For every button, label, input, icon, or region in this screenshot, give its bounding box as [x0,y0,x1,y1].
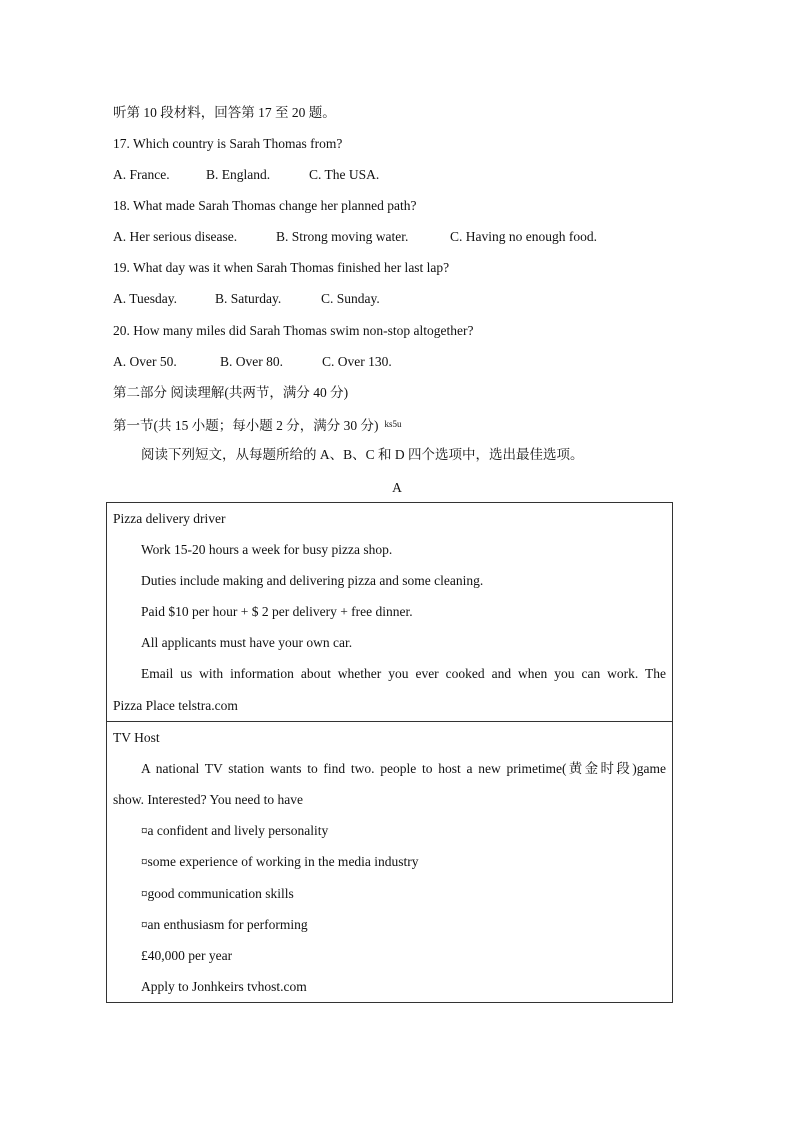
question-19-options [113,290,380,308]
tv-ad-apply: Apply to Jonhkeirs tvhost.com [141,979,307,994]
pizza-ad-line: All applicants must have your own car. [141,635,353,650]
bullet-icon: ¤ [141,823,148,838]
listening-instruction: 听第 10 段材料，回答第 17 至 20 题。 [113,105,336,120]
pizza-ad-line: Paid $10 per hour + $ 2 per delivery + free dinner. [141,604,413,619]
option-b: B. England. [206,167,271,182]
tv-ad-title: TV Host [113,730,160,745]
tv-ad-requirement: ¤good communication skills [141,886,294,901]
bullet-icon: ¤ [141,917,148,932]
question-17-options [113,166,379,184]
option-a: A. Tuesday. [113,291,178,306]
tv-ad-requirement: ¤some experience of working in the media industry [141,854,419,869]
question-18-stem: 18. What made Sarah Thomas change her planned path? [113,198,417,213]
option-b: B. Saturday. [215,291,282,306]
option-a: A. Her serious disease. [113,229,238,244]
question-19-stem: 19. What day was it when Sarah Thomas finished her last lap? [113,260,450,275]
pizza-ad-title: Pizza delivery driver [113,511,226,526]
passage-label: A [392,480,402,495]
pizza-ad-contact: Pizza Place telstra.com [113,698,238,713]
question-20-options [113,353,392,371]
part-title: 第二部分 阅读理解(共两节，满分 40 分) [113,385,349,400]
option-c: C. Sunday. [321,291,380,306]
tv-ad-intro-cont: show. Interested? You need to have [113,792,303,807]
option-a: A. France. [113,167,170,182]
option-b: B. Over 80. [220,354,283,369]
tv-ad-intro: A national TV station wants to find two. people to host a new primetime(黄金时段)game [141,761,666,776]
tv-host-ad-box [106,721,673,1003]
question-17-stem: 17. Which country is Sarah Thomas from? [113,136,343,151]
tv-ad-requirement: ¤a confident and lively personality [141,823,329,838]
option-a: A. Over 50. [113,354,177,369]
option-b: B. Strong moving water. [276,229,409,244]
question-18-options [113,228,597,246]
section-note: ks5u [384,419,402,429]
pizza-ad-email-line: Email us with information about whether you ever cooked and when you can work. The [141,666,666,681]
section-title-row [113,415,402,435]
tv-ad-requirement: ¤an enthusiasm for performing [141,917,308,932]
bullet-icon: ¤ [141,854,148,869]
bullet-icon: ¤ [141,886,148,901]
option-c: C. Over 130. [322,354,392,369]
reading-directions: 阅读下列短文，从每题所给的 A、B、C 和 D 四个选项中，选出最佳选项。 [141,447,584,462]
option-c: C. Having no enough food. [450,229,597,244]
pizza-ad-line: Duties include making and delivering pizza and some cleaning. [141,573,484,588]
question-20-stem: 20. How many miles did Sarah Thomas swim non-stop altogether? [113,323,474,338]
tv-ad-salary: £40,000 per year [141,948,233,963]
pizza-ad-box [106,502,673,722]
section-title: 第一节(共 15 小题；每小题 2 分，满分 30 分) [113,418,379,433]
pizza-ad-line: Work 15-20 hours a week for busy pizza shop. [141,542,393,557]
option-c: C. The USA. [309,167,380,182]
